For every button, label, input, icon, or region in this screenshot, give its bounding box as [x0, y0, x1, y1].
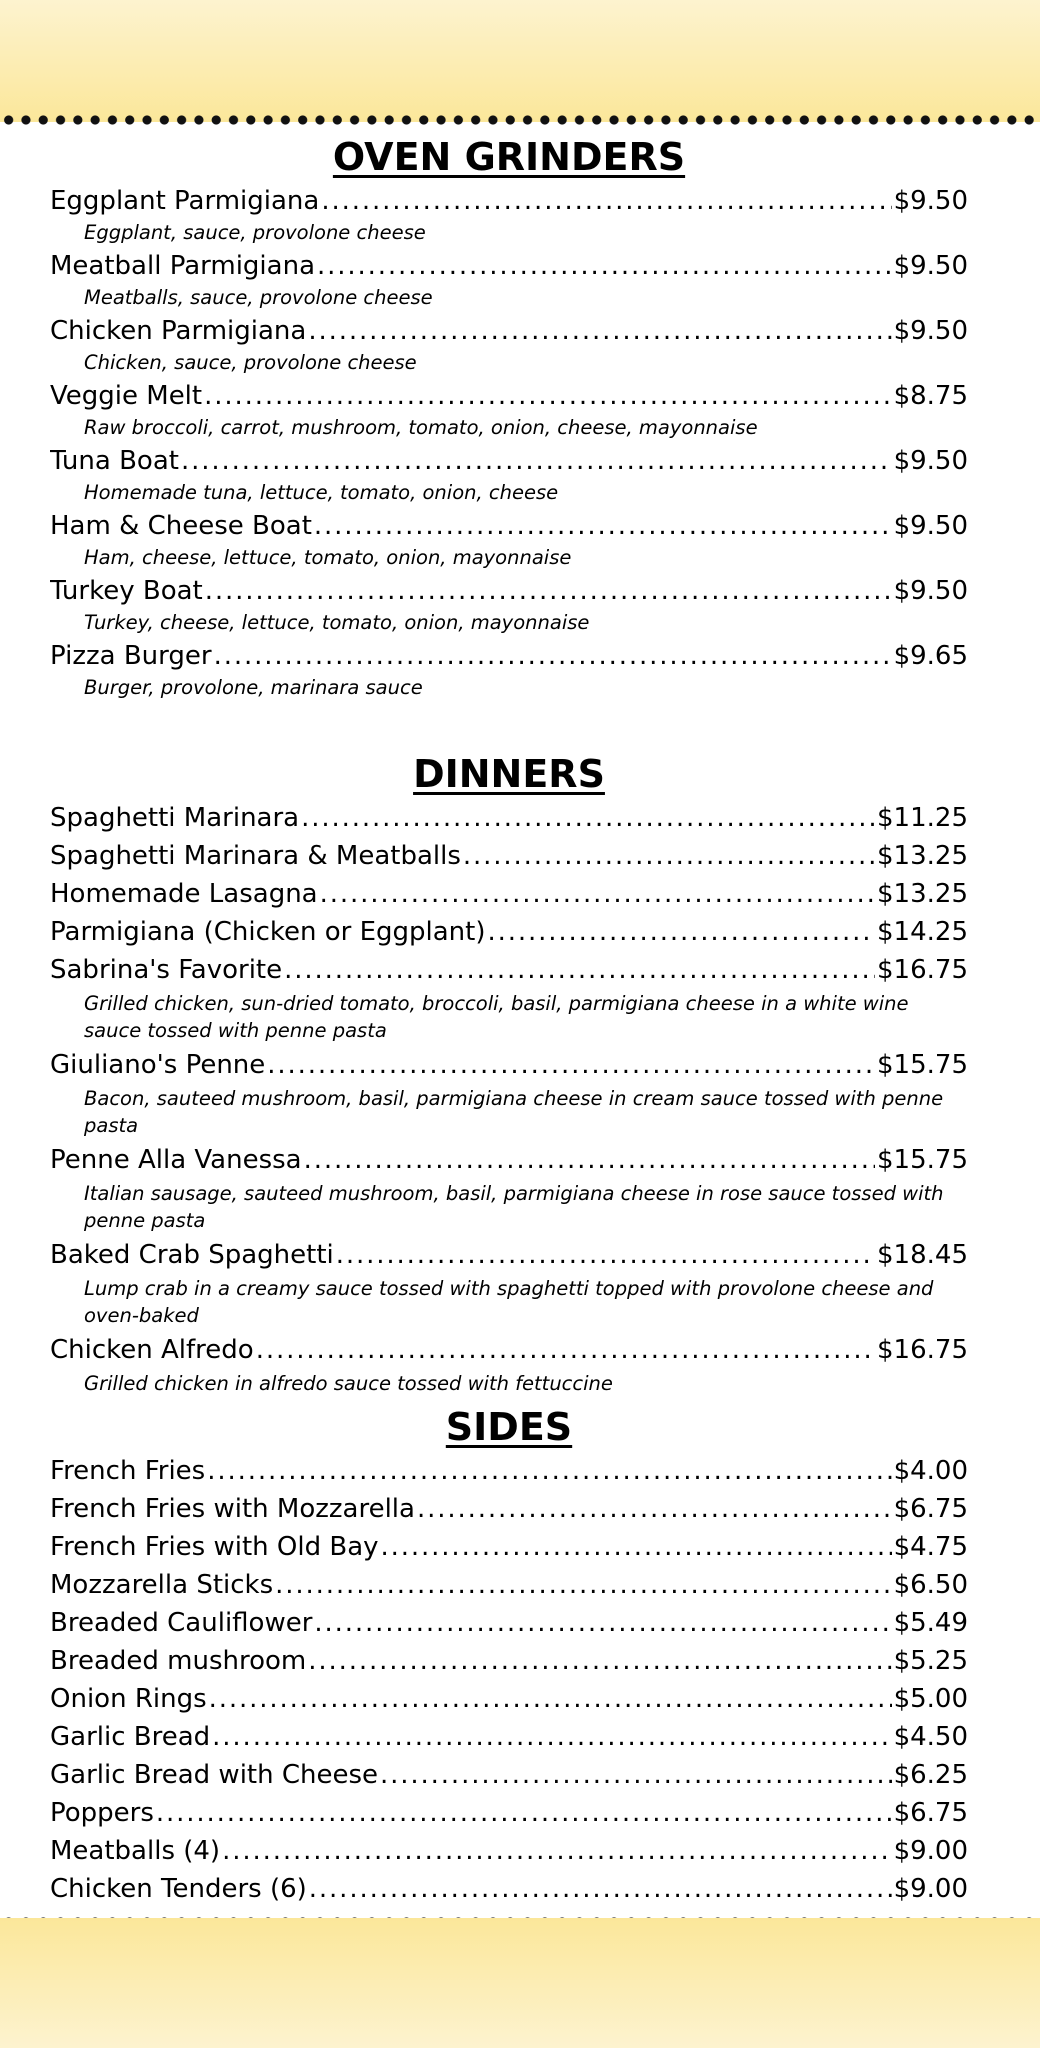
menu-item-price: $6.75: [893, 1798, 968, 1828]
dot-leader: [156, 1795, 892, 1831]
menu-item: [50, 1047, 968, 1085]
menu-item-description: Eggplant, sauce, provolone cheese: [84, 221, 426, 244]
menu-item-description: Bacon, sauteed mushroom, basil, parmigiana cheese in cream sauce tossed with penne pasta: [84, 1087, 944, 1137]
menu-item-name: Sabrina's Favorite: [50, 955, 283, 985]
menu-item: [50, 1142, 968, 1180]
menu-item-name: Eggplant Parmigiana: [50, 186, 320, 216]
dot-leader: [317, 248, 892, 284]
menu-item-price: $16.75: [877, 1335, 968, 1365]
dot-leader: [314, 508, 892, 544]
menu-item-description: Italian sausage, sauteed mushroom, basil, parmigiana cheese in rose sauce tossed with penne pasta: [84, 1182, 944, 1232]
menu-item: [50, 1332, 968, 1370]
menu-item-price: $16.75: [877, 955, 968, 985]
section-oven-grinders: [50, 133, 968, 703]
menu-item: [50, 1681, 968, 1719]
menu-item-price: $4.75: [893, 1532, 968, 1562]
menu-item-name: Chicken Parmigiana: [50, 316, 307, 346]
dot-leader: [314, 1605, 891, 1641]
menu-item: [50, 248, 968, 284]
dot-leader: [256, 1332, 875, 1368]
menu-item-description: Raw broccoli, carrot, mushroom, tomato, onion, cheese, mayonnaise: [84, 416, 758, 439]
section-heading: DINNERS: [413, 752, 605, 796]
section-dinners: [50, 750, 968, 1400]
menu-item-price: $13.25: [877, 879, 968, 909]
dot-leader: [417, 1491, 892, 1527]
menu-item-name: Garlic Bread: [50, 1722, 211, 1752]
menu-item-name: Breaded Cauliflower: [50, 1608, 313, 1638]
menu-item-price: $5.25: [893, 1646, 968, 1676]
dot-leader: [380, 1757, 892, 1793]
menu-item-name: Meatballs (4): [50, 1836, 221, 1866]
menu-item-name: Penne Alla Vanessa: [50, 1145, 302, 1175]
menu-item: [50, 183, 968, 219]
menu-item-name: Mozzarella Sticks: [50, 1570, 274, 1600]
menu-item-price: $9.50: [893, 576, 968, 606]
menu-item-description: Homemade tuna, lettuce, tomato, onion, cheese: [84, 481, 559, 504]
menu-item-name: Poppers: [50, 1798, 154, 1828]
menu-item-price: $4.00: [893, 1456, 968, 1486]
menu-item: [50, 508, 968, 544]
dot-leader: [214, 638, 892, 674]
menu-item: [50, 914, 968, 952]
menu-item: [50, 1453, 968, 1491]
menu-item-price: $9.00: [893, 1874, 968, 1904]
menu-item-name: French Fries with Old Bay: [50, 1532, 379, 1562]
dot-leader: [304, 1142, 875, 1178]
menu-item: [50, 1795, 968, 1833]
menu-item-description: Turkey, cheese, lettuce, tomato, onion, mayonnaise: [84, 611, 590, 634]
menu-item-description: Chicken, sauce, provolone cheese: [84, 351, 417, 374]
menu-item: [50, 838, 968, 876]
menu-item-price: $9.50: [893, 316, 968, 346]
menu-item-price: $5.00: [893, 1684, 968, 1714]
dot-leader: [309, 1871, 892, 1907]
dot-leader: [275, 1567, 891, 1603]
menu-item-description: Grilled chicken in alfredo sauce tossed with fettuccine: [84, 1372, 613, 1395]
bottom-yellow-band: [0, 1918, 1040, 2048]
dot-leader: [209, 1681, 892, 1717]
menu-item-name: Breaded mushroom: [50, 1646, 307, 1676]
item-list: [50, 183, 968, 701]
menu-item-name: Garlic Bread with Cheese: [50, 1760, 379, 1790]
section-heading: OVEN GRINDERS: [332, 135, 686, 179]
menu-item-price: $4.50: [893, 1722, 968, 1752]
menu-item-name: Pizza Burger: [50, 641, 212, 671]
menu-item: [50, 638, 968, 674]
menu-item-name: Spaghetti Marinara: [50, 803, 300, 833]
menu-item: [50, 1605, 968, 1643]
dot-leader: [320, 876, 875, 912]
menu-item-name: Meatball Parmigiana: [50, 251, 316, 281]
menu-item-name: Chicken Alfredo: [50, 1335, 254, 1365]
menu-item-name: Giuliano's Penne: [50, 1050, 266, 1080]
menu-item-description: Burger, provolone, marinara sauce: [84, 676, 423, 699]
menu-item-name: Baked Crab Spaghetti: [50, 1240, 334, 1270]
dot-leader: [222, 1833, 891, 1869]
menu-item: [50, 573, 968, 609]
menu-item: [50, 1237, 968, 1275]
dot-leader: [308, 313, 891, 349]
menu-item-price: $5.49: [893, 1608, 968, 1638]
menu-item: [50, 313, 968, 349]
menu-item-price: $11.25: [877, 803, 968, 833]
menu-item-price: $13.25: [877, 841, 968, 871]
item-list: [50, 800, 968, 1397]
dot-leader: [381, 1529, 892, 1565]
menu-item: [50, 443, 968, 479]
menu-item: [50, 1529, 968, 1567]
dot-leader: [205, 573, 892, 609]
menu-item: [50, 1643, 968, 1681]
menu-item-name: French Fries: [50, 1456, 206, 1486]
menu-item-name: Turkey Boat: [50, 576, 203, 606]
menu-item: [50, 1719, 968, 1757]
menu-item-name: Chicken Tenders (6): [50, 1874, 307, 1904]
menu-item-description: Grilled chicken, sun-dried tomato, broccoli, basil, parmigiana cheese in a white wine sauce tossed with penne pasta: [84, 992, 909, 1042]
dot-leader: [267, 1047, 875, 1083]
menu-item: [50, 1491, 968, 1529]
menu-item-price: $9.50: [893, 186, 968, 216]
menu-item-price: $6.50: [893, 1570, 968, 1600]
menu-item-price: $9.00: [893, 1836, 968, 1866]
menu-item-name: Ham & Cheese Boat: [50, 511, 312, 541]
dot-leader: [301, 800, 875, 836]
section-heading: SIDES: [445, 1405, 573, 1449]
dot-leader: [463, 838, 875, 874]
menu-item-price: $8.75: [893, 381, 968, 411]
menu-item: [50, 378, 968, 414]
dot-leader: [181, 443, 892, 479]
menu-item: [50, 1567, 968, 1605]
dot-leader: [212, 1719, 891, 1755]
menu-item-price: $9.50: [893, 511, 968, 541]
top-yellow-band: [0, 0, 1040, 122]
menu-item: [50, 952, 968, 990]
menu-item-price: $18.45: [877, 1240, 968, 1270]
menu-item-price: $6.25: [893, 1760, 968, 1790]
menu-item-name: Veggie Melt: [50, 381, 203, 411]
dot-leader: [321, 183, 891, 219]
menu-item-name: Homemade Lasagna: [50, 879, 318, 909]
dot-leader: [336, 1237, 875, 1273]
section-sides: [50, 1403, 968, 1909]
menu-item-price: $9.65: [893, 641, 968, 671]
menu-item-price: $15.75: [877, 1050, 968, 1080]
menu-item: [50, 800, 968, 838]
menu-item-price: $6.75: [893, 1494, 968, 1524]
dot-leader: [204, 378, 891, 414]
top-dotted-border: [0, 114, 1040, 126]
menu-item: [50, 1757, 968, 1795]
menu-item-description: Meatballs, sauce, provolone cheese: [84, 286, 433, 309]
menu-item-name: Parmigiana (Chicken or Eggplant): [50, 917, 486, 947]
menu-item-name: French Fries with Mozzarella: [50, 1494, 415, 1524]
menu-item-description: Ham, cheese, lettuce, tomato, onion, mayonnaise: [84, 546, 572, 569]
dot-leader: [284, 952, 875, 988]
menu-item-name: Spaghetti Marinara & Meatballs: [50, 841, 461, 871]
menu-item-description: Lump crab in a creamy sauce tossed with spaghetti topped with provolone cheese and oven-baked: [84, 1277, 934, 1327]
menu-item-price: $9.50: [893, 446, 968, 476]
menu-item: [50, 876, 968, 914]
menu-item-price: $15.75: [877, 1145, 968, 1175]
menu-item: [50, 1833, 968, 1871]
menu-item: [50, 1871, 968, 1909]
menu-item-name: Onion Rings: [50, 1684, 207, 1714]
dot-leader: [488, 914, 876, 950]
menu-item-name: Tuna Boat: [50, 446, 179, 476]
menu-item-price: $9.50: [893, 251, 968, 281]
dot-leader: [308, 1643, 891, 1679]
dot-leader: [207, 1453, 891, 1489]
menu-item-price: $14.25: [877, 917, 968, 947]
item-list: [50, 1453, 968, 1909]
